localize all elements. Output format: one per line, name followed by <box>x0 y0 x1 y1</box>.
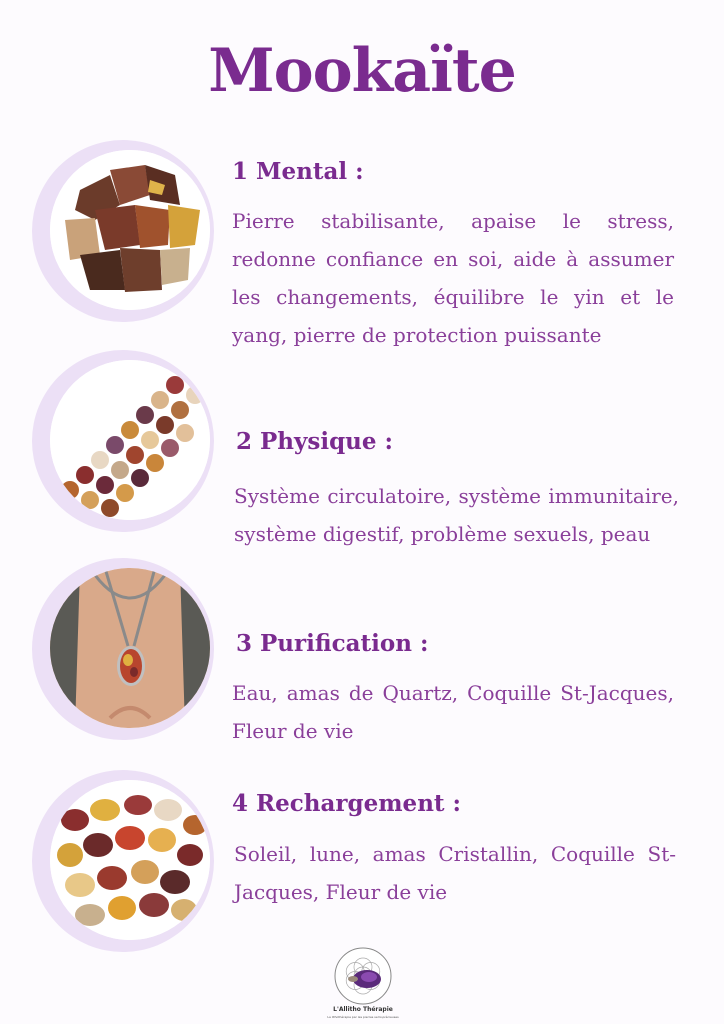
section-text: Eau, amas de Quartz, Coquille St-Jacques, Fleur de vie <box>232 681 674 743</box>
section-heading: 3 Purification : <box>236 630 429 657</box>
brand-name: L'Allitho Thérapie <box>333 1006 393 1013</box>
section-text: Pierre stabilisante, apaise le stress, redonne confiance en soi, aide à assumer les changements, équilibre le yin et le yang, pierre de protection puissante <box>232 209 674 347</box>
section-heading: 1 Mental : <box>232 158 364 185</box>
section-heading: 2 Physique : <box>236 428 394 455</box>
rough-mookaite-stones-image <box>50 150 210 310</box>
tumbled-mookaite-stones-image <box>50 780 210 940</box>
mookaite-bead-strand-image <box>50 360 210 520</box>
brand-tagline: La lithothérapie par les pierres semi-précieuses <box>327 1015 399 1019</box>
section-text: Soleil, lune, amas Cristallin, Coquille St-Jacques, Fleur de vie <box>234 842 676 904</box>
page-title: Mookaïte <box>208 36 516 106</box>
section-text: Système circulatoire, système immunitaire, système digestif, problème sexuels, peau <box>234 484 679 546</box>
mookaite-pendant-necklace-image <box>50 568 210 728</box>
section-heading: 4 Rechargement : <box>232 790 462 817</box>
flower-of-life-amethyst-logo-icon <box>333 946 393 1006</box>
